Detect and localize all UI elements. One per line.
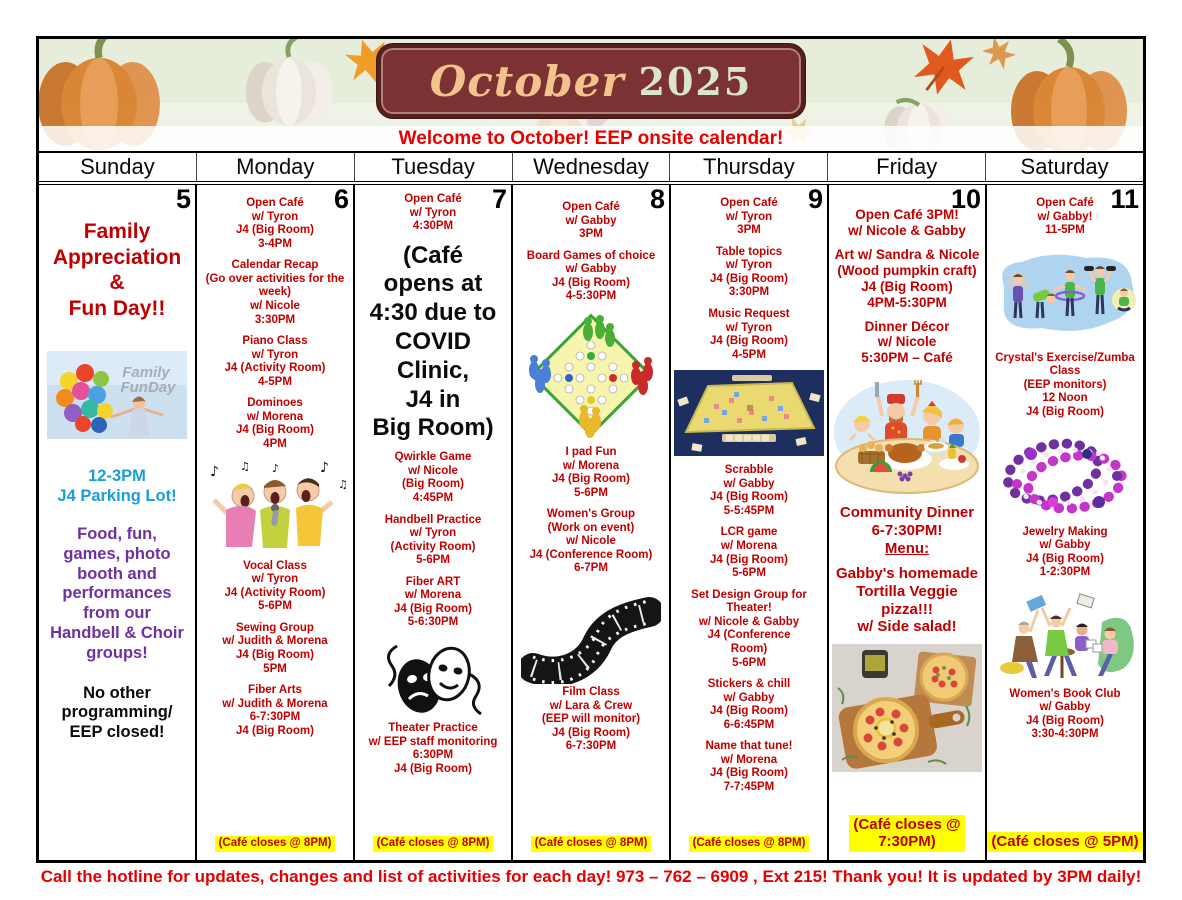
event-text-line: J4 (Big Room) [1026, 552, 1104, 565]
event-name-that-tune [673, 740, 825, 794]
event-text-line: Open Café [562, 201, 620, 213]
event-text-line: (Café [402, 241, 463, 269]
event-text-line: Handbell & Choir [50, 624, 184, 643]
day-cell-tuesday [355, 185, 513, 860]
event-lcr-game [673, 526, 825, 580]
event-text-line: Class [1049, 365, 1081, 378]
event-text-line: 4:45PM [412, 491, 454, 504]
event-community-dinner [831, 504, 983, 557]
svg-text:♫: ♫ [338, 477, 348, 491]
day-cell-thursday [671, 185, 829, 860]
event-text-line: 5PM [263, 662, 287, 675]
event-text-line: Gabby's homemade [836, 565, 978, 583]
event-text-line: w/ Morena [404, 589, 462, 602]
event-text-line: (Café closes @ 8PM) [376, 837, 490, 850]
event-text-line: (Café closes @ 8PM) [534, 837, 648, 850]
event-text-line: J4 (Big Room) [236, 424, 314, 437]
event-stickers-chill [673, 678, 825, 732]
day-header-monday: Monday [196, 153, 354, 181]
pizza-photo-image [832, 644, 982, 772]
event-text-line: J4 (Big Room) [394, 762, 472, 775]
event-text-line: Vocal Class [243, 559, 307, 572]
book-club-image [990, 588, 1140, 686]
event-text-line: 4PM [263, 438, 287, 450]
hotline-text: Call the hotline for updates, changes and list of activities for each day! 973 – 762 – 6909 , Ext 215! Thank you! It is updated by 3PM daily! [40, 867, 1142, 886]
event-text-line: J4 (Activity Room) [224, 586, 326, 599]
event-text-line: 4-5:30PM [565, 290, 617, 303]
beads-necklace-image [995, 428, 1135, 524]
event-text-line: (Activity Room) [390, 540, 476, 553]
event-text-line: from our [83, 604, 151, 623]
event-text-line: 6-6:45PM [723, 718, 775, 731]
event-text-line: Dominoes [247, 397, 303, 410]
event-table-topics [673, 246, 825, 300]
event-text-line: Theater! [726, 602, 772, 615]
svg-text:♪: ♪ [272, 461, 280, 475]
event-text-line: w/ Gabby [565, 263, 617, 276]
day-header-thursday: Thursday [669, 153, 827, 181]
event-text-line: 7-7:45PM [723, 781, 775, 793]
event-text-line: (Café closes @ 8PM) [218, 837, 332, 850]
event-text-line: & [109, 271, 125, 295]
event-piano-class [199, 335, 351, 389]
event-text-line: Qwirkle Game [394, 451, 472, 464]
event-text-line: Women's Book Club [1009, 687, 1121, 700]
event-text-line: Women's Group [546, 508, 636, 521]
cafe-closes-note [373, 836, 494, 852]
event-text-line: w/ Nicole & Gabby [848, 222, 966, 238]
event-text-line: Tortilla Veggie [856, 583, 958, 601]
day-header-saturday: Saturday [985, 153, 1143, 181]
event-text-line: 11-5PM [1045, 224, 1085, 237]
event-text-line: 4:30 due to [369, 299, 497, 327]
event-text-line: No other [83, 683, 151, 702]
event-text-line: J4 (Big Room) [236, 648, 314, 661]
event-text-line: w/ Gabby! [1037, 210, 1093, 223]
cafe-closes-note [531, 836, 652, 852]
event-text-line: pizza!!! [881, 600, 933, 618]
event-fiber-arts [199, 684, 351, 738]
event-text-line: week) [259, 286, 291, 299]
event-text-line: w/ EEP staff monitoring [368, 735, 498, 748]
event-crystal-s-exercise-zumba [989, 352, 1141, 420]
day-cell-saturday [987, 185, 1143, 860]
event-text-line: 6:30PM [412, 749, 454, 762]
event-text-line: w/ Tyron [725, 210, 773, 223]
event-text-line: (Go over activities for the [205, 272, 345, 285]
film-strip-image [521, 584, 661, 684]
event-text-line: Open Café 3PM! [855, 207, 959, 222]
event-text-line: Film Class [562, 686, 620, 698]
event-text-line: w/ Morena [720, 540, 778, 552]
event-text-line: Open Café [720, 197, 778, 209]
event-text-line: 3PM [737, 224, 761, 237]
svg-text:FunDay: FunDay [120, 379, 176, 397]
event-text-line: Appreciation [52, 245, 182, 269]
event-text-line: 3-4PM [258, 237, 292, 250]
event-text-line: Table topics [715, 245, 783, 258]
day-cell-wednesday [513, 185, 671, 860]
event-text-line: J4 (Activity Room) [224, 362, 326, 375]
event-text-line: Board Games of choice [526, 249, 656, 262]
event-text-line: 4:30PM [412, 220, 454, 233]
day-header-wednesday: Wednesday [512, 153, 670, 181]
event-text-line: Dinner Décor [864, 318, 950, 334]
event-text-line: Open Café [404, 193, 462, 205]
event-text-line: Art w/ Sandra & Nicole [834, 246, 980, 262]
event-text-line: w/ Judith & Morena [222, 635, 328, 648]
cafe-closes-note [987, 832, 1142, 852]
event-text-line: w/ Gabby [723, 477, 775, 490]
event-dominoes [199, 397, 351, 451]
day-number: 5 [175, 185, 191, 214]
event-text-line: 5:30PM – Café [861, 350, 953, 366]
event-text-line: w/ Nicole [566, 535, 616, 548]
ludo-board-image [516, 312, 666, 438]
theater-masks-image [375, 638, 491, 720]
event-text-line: 12 Noon [1042, 392, 1088, 405]
event-text-line: Handbell Practice [384, 513, 482, 526]
event-text-line: w/ Nicole [250, 299, 300, 312]
event-sewing-group [199, 622, 351, 676]
event-scrabble [673, 464, 825, 518]
year-title: 2025 [638, 58, 753, 104]
event-text-line: 5-6PM [732, 656, 766, 669]
event-text-line: Room) [730, 642, 768, 655]
event-open-caf [199, 197, 351, 251]
event-text-line: J4 (Big Room) [710, 491, 788, 504]
event-text-line: w/ Judith & Morena [222, 697, 328, 710]
event-text-line: J4 (Big Room) [1026, 405, 1104, 418]
event-text-line: 6-7:30PM [249, 711, 301, 724]
event-text-line: Family [83, 220, 151, 243]
event-12-3pm [41, 467, 193, 507]
event-text-line: 5-6PM [258, 600, 292, 613]
welcome-text: Welcome to October! EEP onsite calendar! [39, 126, 1143, 151]
event-text-line: 5-6PM [416, 554, 450, 567]
event-text-line: Stickers & chill [707, 678, 791, 691]
event-open-caf [673, 197, 825, 238]
day-number: 6 [333, 185, 349, 214]
scrabble-photo-image [674, 370, 824, 456]
event-text-line: (Café closes @ 5PM) [991, 833, 1139, 851]
event-qwirkle-game [357, 451, 509, 505]
day-cell-friday [829, 185, 987, 860]
event-text-line: w/ Nicole [408, 464, 458, 477]
event-calendar-recap [199, 259, 351, 327]
event-set-design-group-for [673, 589, 825, 670]
event-text-line: w/ Nicole & Gabby [698, 615, 800, 628]
event-text-line: Name that tune! [705, 740, 793, 753]
day-number: 11 [1110, 185, 1139, 214]
event-text-line: J4 (Big Room) [710, 335, 788, 348]
event-text-line: J4 (Big Room) [710, 553, 788, 566]
event-text-line: booth and [77, 564, 157, 583]
event-text-line: J4 Parking Lot! [57, 487, 177, 506]
event-text-line: performances [62, 584, 172, 603]
event-text-line: w/ Lara & Crew [549, 699, 633, 712]
event-text-line: 7:30PM) [878, 833, 936, 851]
event-text-line: Jewelry Making [1022, 525, 1108, 538]
day-header-tuesday: Tuesday [354, 153, 512, 181]
event-vocal-class [199, 560, 351, 614]
event-text-line: groups! [86, 643, 148, 662]
event-text-line: w/ Tyron [409, 527, 457, 540]
event-board-games-of-choice [515, 250, 667, 304]
event-women-s-group [515, 508, 667, 576]
day-cell-sunday [39, 185, 197, 860]
event-text-line: 6-7:30PM [565, 740, 617, 753]
event-text-line: w/ Gabby [565, 214, 617, 227]
event-text-line: 6-7PM [574, 562, 608, 575]
event-art-w-sandra-nicole [831, 247, 983, 311]
event-open-caf [357, 193, 509, 234]
calendar-grid [39, 185, 1143, 860]
event-text-line: w/ Tyron [725, 321, 773, 334]
event-text-line: w/ Nicole [877, 334, 937, 350]
svg-text:♪: ♪ [210, 463, 219, 480]
event-text-line: 4PM-5:30PM [867, 294, 947, 310]
event-text-line: J4 (Big Room) [710, 272, 788, 285]
day-number: 9 [807, 185, 823, 214]
svg-text:Family: Family [122, 364, 170, 382]
event-music-request [673, 308, 825, 362]
event-text-line: COVID [394, 328, 471, 356]
event-i-pad-fun [515, 446, 667, 500]
event-text-line: I pad Fun [565, 445, 617, 458]
event-text-line: (Big Room) [402, 478, 464, 491]
title-plaque [377, 44, 805, 118]
event-text-line: J4 (Conference Room) [529, 548, 653, 561]
event-text-line: Big Room) [372, 414, 494, 442]
event-text-line: (Café closes @ 8PM) [692, 837, 806, 850]
event-text-line: Fiber Arts [248, 684, 302, 697]
event-text-line: Music Request [708, 307, 790, 320]
exercise-group-image [990, 246, 1140, 344]
event-film-class [515, 686, 667, 754]
event-text-line: Open Café [1036, 197, 1094, 209]
event-text-line: (Café closes @ [853, 815, 961, 833]
day-number: 7 [491, 185, 507, 214]
event-text-line: J4 in [405, 385, 461, 413]
svg-text:♪: ♪ [320, 459, 329, 476]
event-text-line: w/ Morena [246, 410, 304, 423]
event-text-line: Piano Class [242, 335, 308, 348]
event-text-line: w/ Tyron [725, 259, 773, 272]
event-text-line: 3:30PM [728, 286, 770, 299]
event-food-fun [41, 525, 193, 664]
event-text-line: Clinic, [396, 356, 469, 384]
event-text-line: (Work on event) [547, 521, 635, 534]
calendar-frame [36, 36, 1146, 863]
event-text-line: J4 (Conference [707, 629, 791, 642]
day-header-row [39, 151, 1143, 185]
event-text-line: Theater Practice [388, 722, 478, 735]
event-text-line: J4 (Big Room) [236, 724, 314, 737]
event-text-line: w/ Morena [720, 753, 778, 766]
month-title: October [429, 56, 625, 106]
event-text-line: Food, fun, [77, 525, 157, 544]
event-open-caf [515, 201, 667, 242]
event-text-line: J4 (Big Room) [710, 767, 788, 780]
event-text-line: (EEP monitors) [1023, 378, 1107, 391]
event-text-line: 6-7:30PM! [871, 521, 943, 539]
event-text-line: 3PM [579, 228, 603, 241]
event-text-line: w/ Side salad! [857, 618, 957, 636]
event-text-line: J4 (Big Room) [394, 602, 472, 615]
cafe-closes-note [215, 836, 336, 852]
day-header-friday: Friday [827, 153, 985, 181]
event-text-line: w/ Tyron [251, 210, 299, 223]
event-no-other [41, 684, 193, 743]
cafe-closes-note [689, 836, 810, 852]
event-fiber-art [357, 576, 509, 630]
event-text-line: Fiber ART [405, 575, 461, 588]
event-text-line: opens at [383, 270, 483, 298]
event-text-line: Calendar Recap [231, 259, 319, 272]
event-text-line: games, photo [63, 544, 171, 563]
event-text-line: J4 (Big Room) [1026, 714, 1104, 727]
day-header-sunday: Sunday [80, 154, 155, 179]
event-text-line: Crystal's Exercise/Zumba [995, 351, 1135, 364]
event-text-line: w/ Gabby [1039, 539, 1091, 552]
event-family [41, 219, 193, 321]
event-text-line: w/ Tyron [251, 348, 299, 361]
event-text-line: w/ Tyron [409, 206, 457, 219]
event-text-line: programming/ [61, 703, 173, 722]
event-text-line: w/ Gabby [1039, 701, 1091, 714]
event-text-line: 1-2:30PM [1039, 566, 1091, 579]
event-text-line: Scrabble [724, 464, 774, 477]
event-theater-practice [357, 722, 509, 776]
event-text-line: 3:30PM [254, 313, 296, 326]
event-text-line: Menu: [884, 539, 930, 557]
event-text-line: Set Design Group for [691, 588, 807, 601]
day-number: 10 [950, 185, 981, 214]
event-dinner-d-cor [831, 319, 983, 367]
dinner-family-image [832, 374, 982, 496]
event-text-line: J4 (Big Room) [236, 224, 314, 237]
event-text-line: w/ Gabby [723, 691, 775, 704]
cafe-closes-note [849, 815, 964, 852]
event-jewelry-making [989, 526, 1141, 580]
event-text-line: 5-6:30PM [407, 616, 459, 629]
event-text-line: w/ Morena [562, 459, 620, 472]
event-text-line: 5-5:45PM [723, 504, 775, 517]
event-text-line: J4 (Big Room) [552, 276, 630, 289]
event-text-line: J4 (Big Room) [552, 726, 630, 739]
event-text-line: 4-5PM [258, 375, 292, 388]
event-text-line: EEP closed! [69, 723, 165, 742]
event-text-line: 4-5PM [732, 348, 766, 361]
event-text-line: w/ Tyron [251, 573, 299, 586]
event-handbell-practice [357, 514, 509, 568]
event-women-s-book-club [989, 688, 1141, 742]
day-cell-monday [197, 185, 355, 860]
singing-people-image [200, 460, 350, 552]
event-text-line: J4 (Big Room) [861, 278, 953, 294]
family-fun-day-image [47, 351, 187, 439]
event-text-line: (Wood pumpkin craft) [837, 262, 977, 278]
event-text-line: J4 (Big Room) [552, 473, 630, 486]
event-text-line: Community Dinner [839, 504, 975, 522]
event-text-line: Fun Day!! [68, 296, 166, 320]
event-text-line: 5-6PM [574, 486, 608, 499]
event-caf [357, 242, 509, 444]
event-text-line: (EEP will monitor) [541, 713, 641, 726]
event-text-line: Open Café [246, 197, 304, 209]
event-text-line: LCR game [720, 526, 778, 539]
event-text-line: 12-3PM [88, 467, 146, 486]
event-gabby-s-homemade [831, 565, 983, 636]
day-number: 8 [649, 185, 665, 214]
svg-text:♫: ♫ [240, 459, 250, 473]
event-text-line: 5-6PM [732, 567, 766, 580]
banner [39, 39, 1143, 151]
event-text-line: J4 (Big Room) [710, 705, 788, 718]
event-text-line: Sewing Group [236, 621, 314, 634]
event-text-line: 3:30-4:30PM [1031, 728, 1099, 741]
